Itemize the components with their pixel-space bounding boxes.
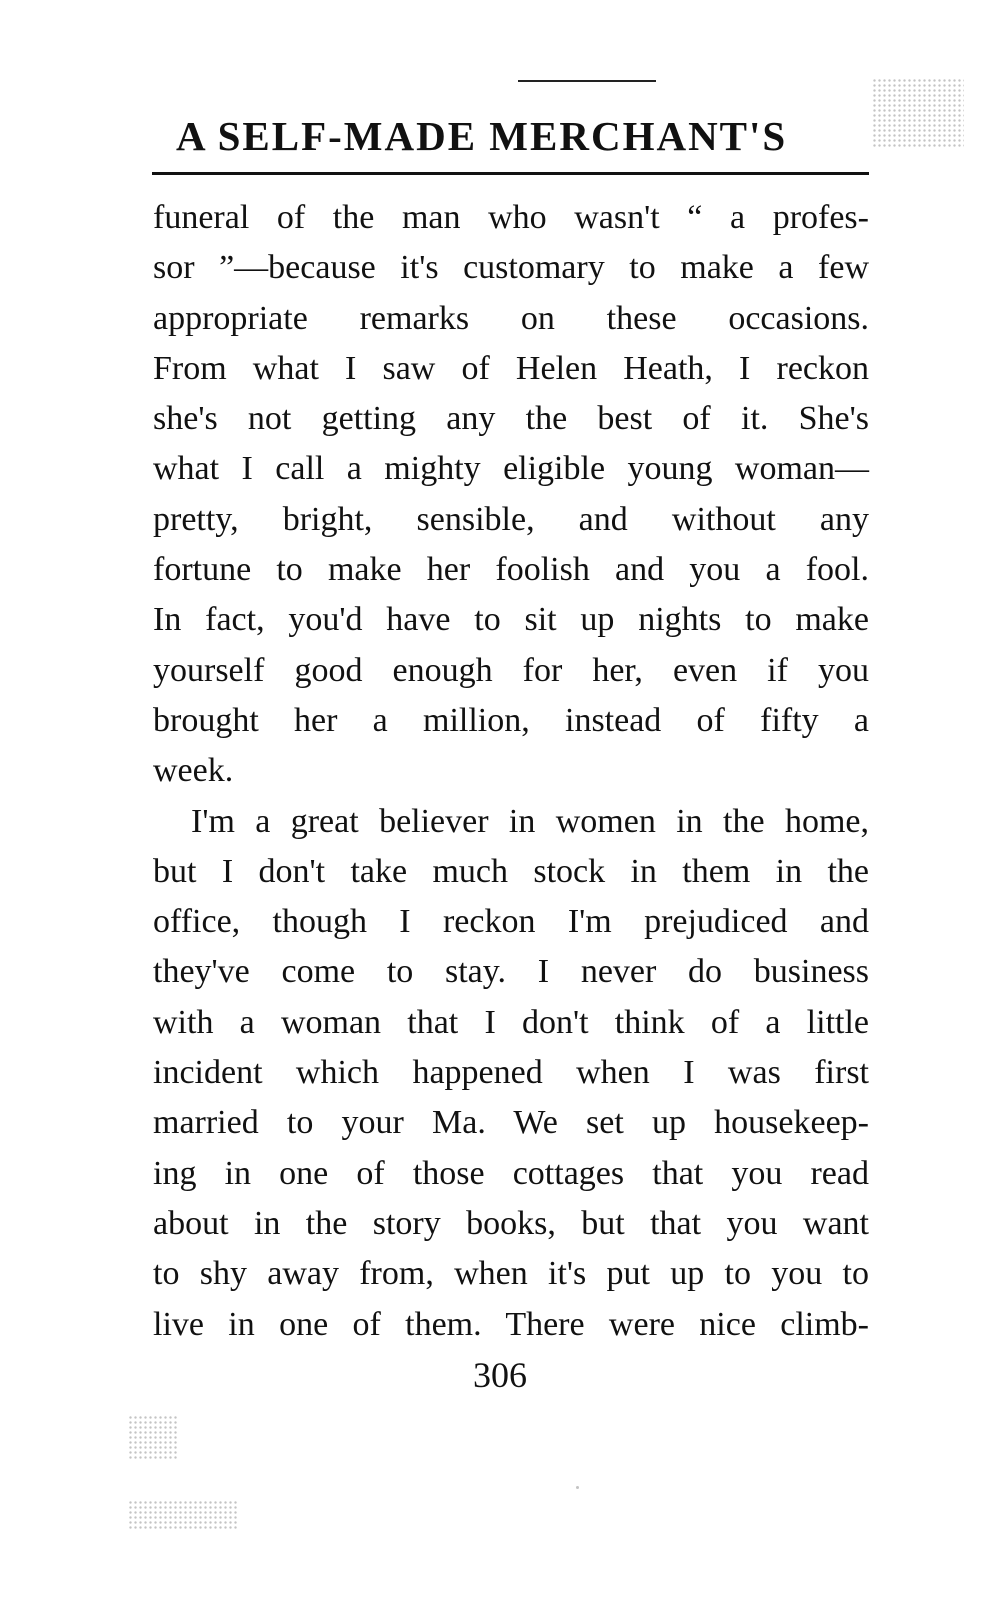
- text-line: yourself good enough for her, even if you: [153, 651, 869, 689]
- text-line: pretty, bright, sensible, and without any: [153, 500, 869, 538]
- scan-speckle: [128, 1500, 238, 1530]
- text-line: I'm a great believer in women in the home,: [191, 802, 869, 840]
- text-line: brought her a million, instead of fifty a: [153, 701, 869, 739]
- text-line: funeral of the man who wasn't “ a profes-: [153, 199, 869, 236]
- text-line: From what I saw of Helen Heath, I reckon: [153, 349, 869, 387]
- text-line: to shy away from, when it's put up to you to: [153, 1255, 869, 1293]
- body-text: [153, 193, 869, 1350]
- text-line: ing in one of those cottages that you read: [153, 1154, 869, 1192]
- text-line: but I don't take much stock in them in the: [153, 852, 869, 890]
- scan-speckle: [128, 1415, 178, 1459]
- text-line: office, though I reckon I'm prejudiced and: [153, 903, 869, 941]
- text-line: live in one of them. There were nice climb-: [153, 1305, 869, 1343]
- text-line: she's not getting any the best of it. She's: [153, 400, 869, 438]
- text-line: week.: [153, 752, 234, 790]
- top-rule: [518, 80, 656, 82]
- running-head: A SELF-MADE MERCHANT'S: [176, 113, 788, 159]
- scan-speckle: [576, 1486, 579, 1489]
- text-line: they've come to stay. I never do business: [153, 953, 869, 991]
- scan-speckle: [872, 78, 964, 148]
- text-line: what I call a mighty eligible young woman—: [153, 450, 869, 488]
- text-line: about in the story books, but that you want: [153, 1204, 869, 1242]
- text-line: with a woman that I don't think of a little: [153, 1003, 869, 1041]
- text-line: incident which happened when I was first: [153, 1054, 869, 1092]
- text-line: married to your Ma. We set up housekeep-: [153, 1104, 869, 1142]
- text-line: appropriate remarks on these occasions.: [153, 299, 869, 337]
- paragraph-2: [153, 797, 869, 1350]
- paragraph-1: [153, 193, 869, 797]
- text-line: fortune to make her foolish and you a fool.: [153, 551, 869, 589]
- text-line: In fact, you'd have to sit up nights to make: [153, 601, 869, 639]
- page-number: 306: [473, 1355, 527, 1395]
- header-rule: [152, 172, 869, 175]
- text-line: sor ”—because it's customary to make a few: [153, 249, 869, 287]
